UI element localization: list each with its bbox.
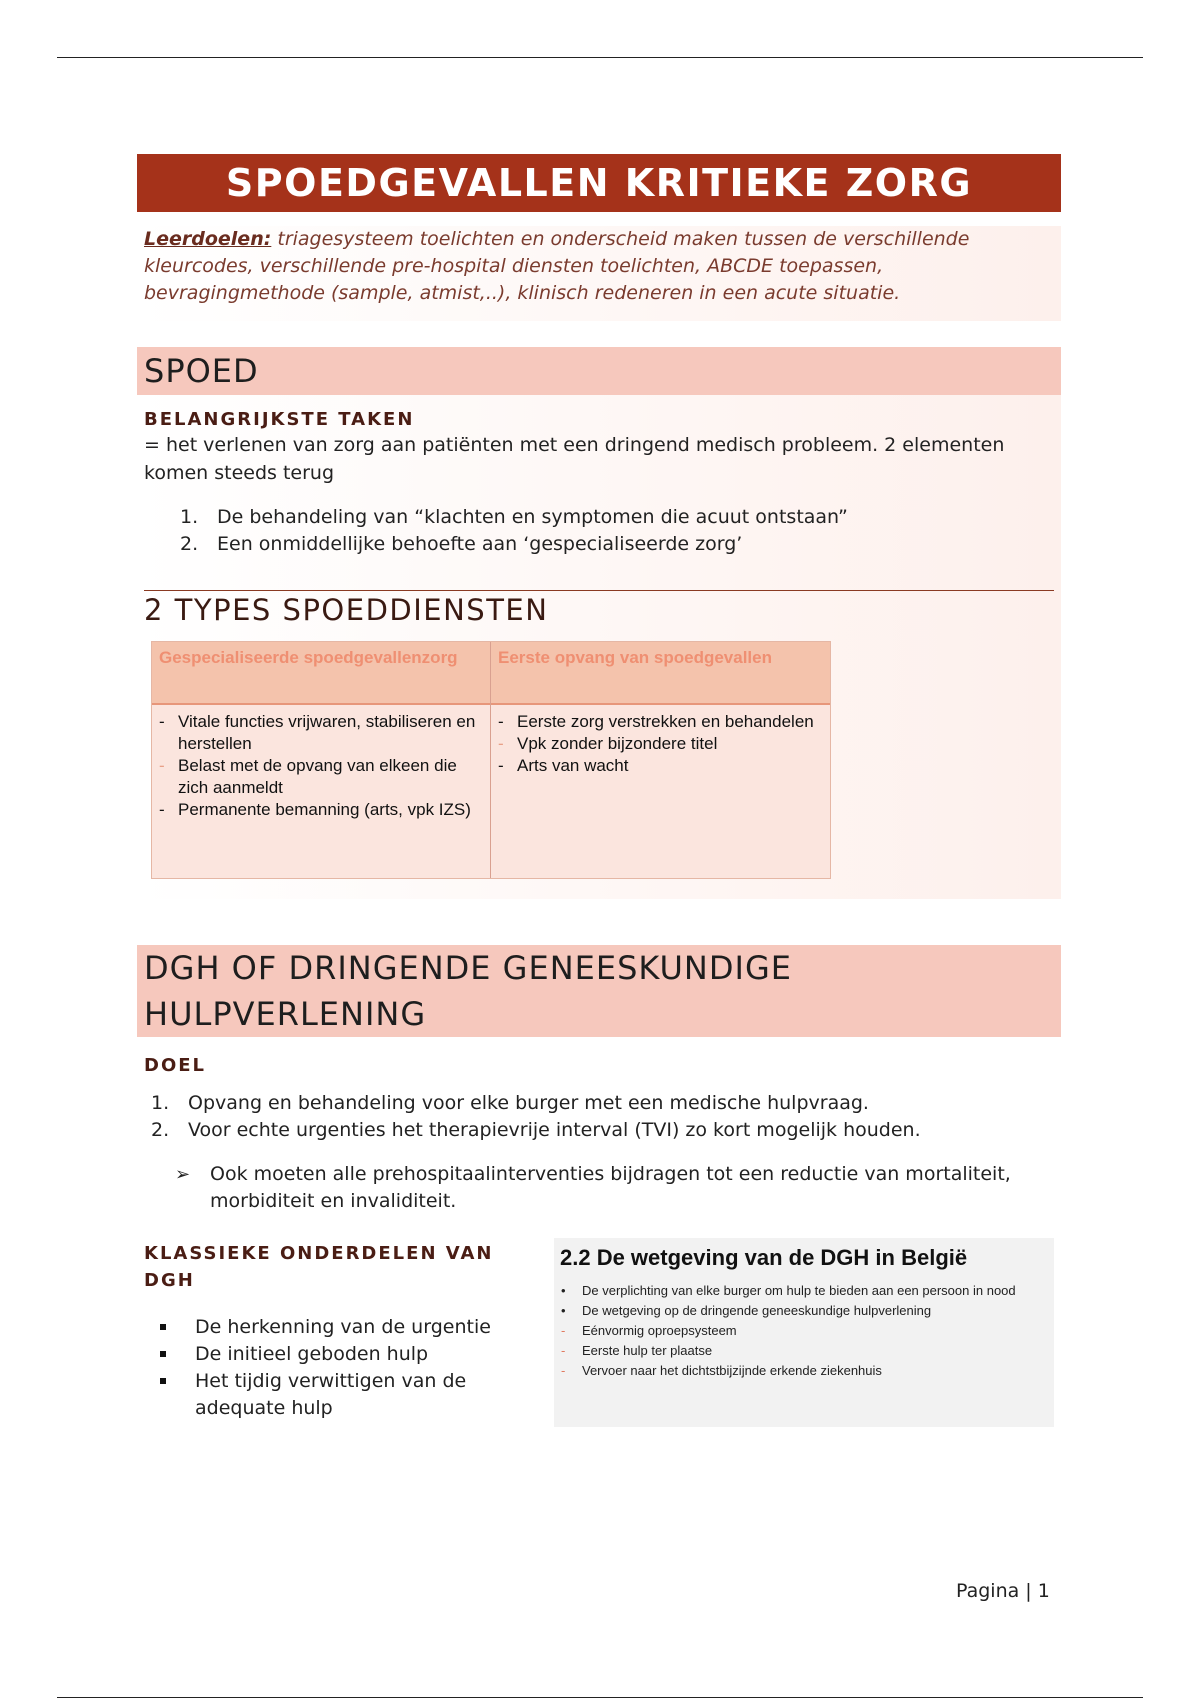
table-column-gespecialiseerd	[152, 642, 491, 878]
slide-list-item: - Vervoer naar het dichtstbijzijnde erkende ziekenhuis	[561, 1363, 882, 1378]
section-heading-dgh: DGH OF DRINGENDE GENEESKUNDIGE HULPVERLENING	[137, 945, 1061, 1037]
list-item: Het tijdig verwittigen van de adequate hulp	[195, 1368, 514, 1422]
subheading-doel: DOEL	[144, 1055, 207, 1076]
slide-list	[554, 1281, 1054, 1381]
arrow-note	[175, 1161, 1061, 1215]
subheading-belangrijkste-taken: BELANGRIJKSTE TAKEN	[144, 409, 415, 430]
list-item: 2. Een onmiddellijke behoefte aan ‘gespecialiseerde zorg’	[180, 533, 743, 555]
table-cell	[159, 711, 484, 821]
learning-goals-label: Leerdoelen:	[144, 228, 272, 250]
table-header-cell: Gespecialiseerde spoedgevallenzorg	[159, 648, 458, 667]
table-cell	[498, 711, 824, 777]
doel-list	[151, 1090, 1061, 1144]
section-heading-spoed: SPOED	[137, 347, 1061, 395]
table-list-item: - Vpk zonder bijzondere titel	[498, 734, 718, 753]
list-item: 2. Voor echte urgenties het therapievrije interval (TVI) zo kort mogelijk houden.	[151, 1119, 921, 1141]
learning-goals	[144, 226, 1054, 321]
footer-rule	[57, 1697, 1143, 1698]
document-title: SPOEDGEVALLEN KRITIEKE ZORG	[137, 154, 1061, 212]
square-bullet-icon	[160, 1324, 166, 1330]
table-header-cell: Eerste opvang van spoedgevallen	[498, 648, 772, 667]
table-list-item: - Eerste zorg verstrekken en behandelen	[498, 712, 814, 731]
klassieke-onderdelen-list	[195, 1314, 514, 1422]
page-content	[137, 154, 1061, 1440]
list-item: De herkenning van de urgentie	[195, 1314, 514, 1341]
slide-title: 2.2 De wetgeving van de DGH in België	[560, 1245, 968, 1270]
header-rule	[57, 57, 1143, 58]
spoeddiensten-table	[151, 641, 831, 879]
table-column-eerste-opvang	[491, 642, 830, 878]
arrow-bullet-icon: ➢	[175, 1164, 191, 1185]
table-list-item: - Belast met de opvang van elkeen die zich aanmeldt	[159, 756, 457, 797]
slide-list-item: • De wetgeving op de dringende geneeskundige hulpverlening	[561, 1303, 932, 1318]
slide-list-item: - Eerste hulp ter plaatse	[561, 1343, 713, 1358]
slide-list-item: • De verplichting van elke burger om hulp te bieden aan een persoon in nood	[561, 1283, 1016, 1298]
section-heading-types: 2 TYPES SPOEDDIENSTEN	[144, 590, 1054, 627]
square-bullet-icon	[160, 1378, 166, 1384]
spoed-section	[137, 395, 1061, 899]
slide-image-wetgeving	[554, 1238, 1054, 1427]
spoed-intro: = het verlenen van zorg aan patiënten met een dringend medisch probleem. 2 elementen komen steeds terug	[144, 434, 1005, 484]
klassieke-onderdelen	[144, 1240, 514, 1422]
list-item: 1. Opvang en behandeling voor elke burger met een medische hulpvraag.	[151, 1092, 869, 1114]
list-item: 1. De behandeling van “klachten en symptomen die acuut ontstaan”	[180, 506, 848, 528]
learning-goals-text: triagesysteem toelichten en onderscheid maken tussen de verschillende kleurcodes, verschillende pre-hospital diensten toelichten, ABCDE toepassen, bevragingmethode (sample, atmist,..), klinisch redeneren in een acute situatie.	[144, 228, 970, 304]
page-number: Pagina | 1	[956, 1580, 1050, 1602]
learning-goals-block	[137, 226, 1061, 321]
arrow-note-text: Ook moeten alle prehospitaalinterventies bijdragen tot een reductie van mortaliteit, morbiditeit en invaliditeit.	[210, 1163, 1011, 1212]
table-list-item: - Arts van wacht	[498, 756, 629, 775]
list-item: De initieel geboden hulp	[195, 1341, 514, 1368]
dgh-bottom-row	[137, 1240, 1061, 1440]
spoed-list	[180, 504, 1061, 558]
slide-list-item: - Eénvormig oproepsysteem	[561, 1323, 737, 1338]
subheading-klassieke-onderdelen: KLASSIEKE ONDERDELEN VAN DGH	[144, 1243, 494, 1291]
square-bullet-icon	[160, 1351, 166, 1357]
table-list-item: - Permanente bemanning (arts, vpk IZS)	[159, 800, 471, 819]
table-list-item: - Vitale functies vrijwaren, stabiliseren en herstellen	[159, 712, 476, 753]
